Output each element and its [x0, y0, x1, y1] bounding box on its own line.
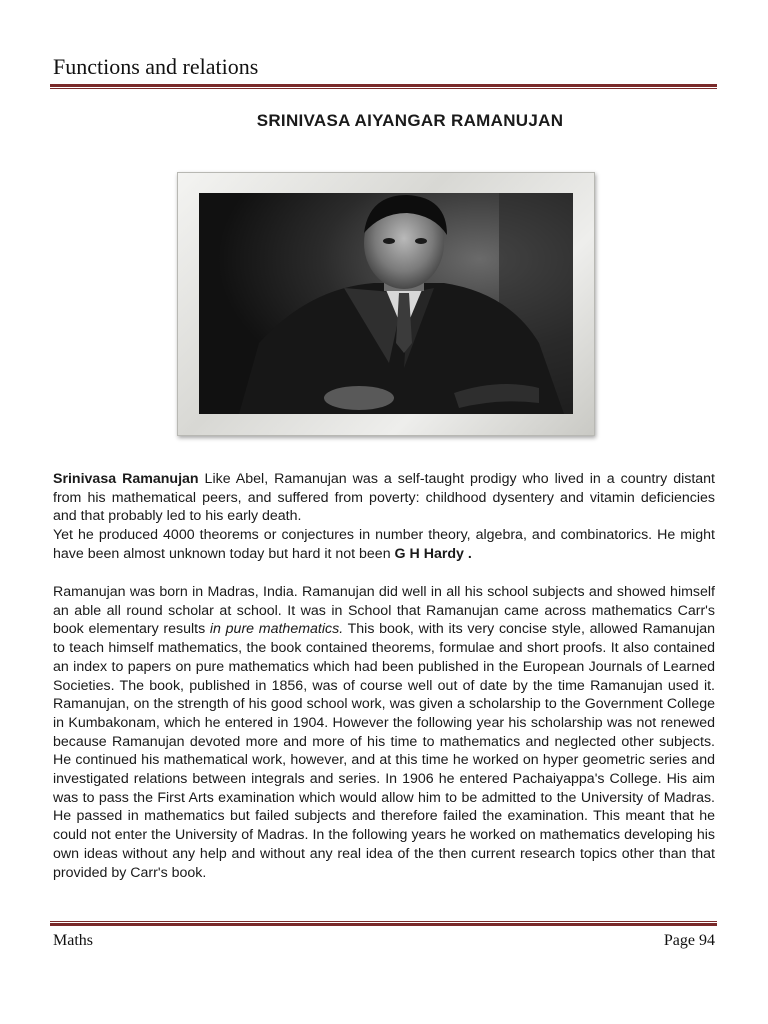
intro-paragraph	[53, 470, 715, 564]
intro-text-1: Like Abel, Ramanujan was a self-taught prodigy who lived in a country distant from his mathematical peers, and suffered from poverty: childhood dysentery and vitamin deficiencies and that probably led to his early death.	[53, 471, 715, 525]
intro-text-2: Yet he produced 4000 theorems or conjectures in number theory, algebra, and combinatorics. He might have been almost unknown today but hard it not been	[53, 527, 715, 562]
intro-name: Srinivasa Ramanujan	[53, 471, 199, 487]
bio-part-1: Ramanujan was born in Madras, India. Ramanujan did well in all his school subjects and showed himself an able all round scholar at school. It was in School that Ramanujan came across mathematics Carr's book elementary results	[53, 584, 715, 638]
bio-italic: in pure mathematics.	[209, 621, 344, 638]
footer-subject: Maths	[53, 932, 93, 949]
bio-text	[53, 583, 715, 882]
page-number: Page 94	[663, 932, 715, 949]
header-rule	[50, 84, 717, 89]
intro-text	[53, 470, 715, 526]
page-header-title: Functions and relations	[53, 54, 259, 79]
intro-text-2-para	[53, 526, 715, 563]
intro-hardy: G H Hardy .	[394, 545, 472, 562]
portrait-image	[199, 193, 573, 414]
portrait-photo	[199, 193, 573, 414]
bio-paragraph	[53, 583, 715, 882]
portrait-frame	[177, 172, 595, 436]
footer-rule	[50, 920, 717, 926]
bio-part-2: This book, with its very concise style, allowed Ramanujan to teach himself mathematics, the book contained theorems, formulae and short proofs. It also contained an index to papers on pure mathematics which had been published in the European Journals of Learned Societies. The book, published in 1856, was of course well out of date by the time Ramanujan used it. Ramanujan, on the strength of his good school work, was given a scholarship to the Government College in Kumbakonam, which he entered in 1904. However the following year his scholarship was not renewed because Ramanujan devoted more and more of his time to mathematics and neglected other subjects. He continued his mathematical work, however, and at this time he worked on hyper geometric series and investigated relations between integrals and series. In 1906 he entered Pachaiyappa's College. His aim was to pass the First Arts examination which would allow him to be admitted to the University of Madras. He passed in mathematics but failed subjects and therefore failed the examination. This meant that he could not enter the University of Madras. In the following years he worked on mathematics developing his own ideas without any help and without any real idea of the then current research topics other than that provided by Carr's book.	[53, 621, 716, 881]
page-title: SRINIVASA AIYANGAR RAMANUJAN	[256, 111, 564, 130]
